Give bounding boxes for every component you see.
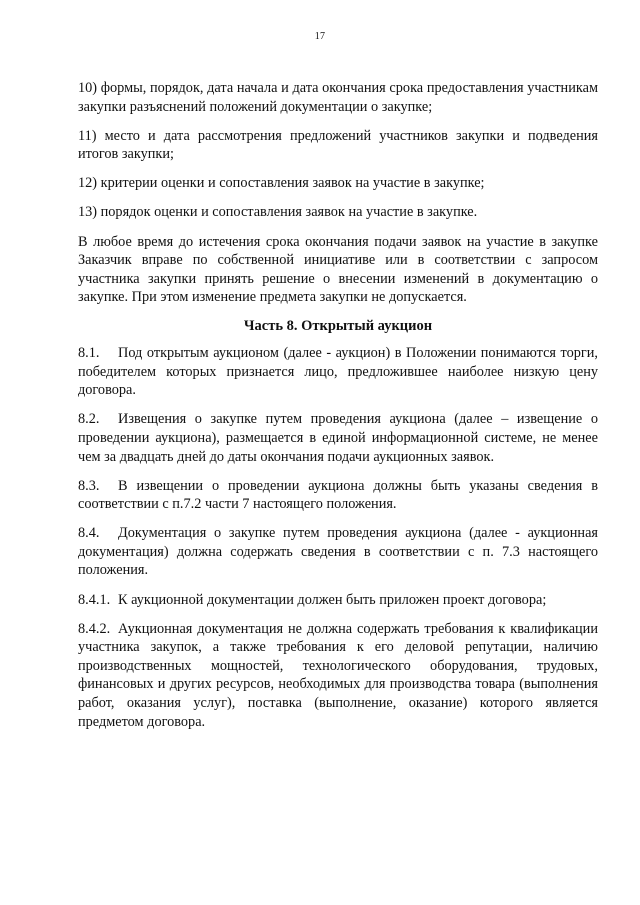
clause [78, 344, 598, 400]
clause [78, 524, 598, 580]
list-item: 11) место и дата рассмотрения предложений участников закупки и подведения итогов закупки; [78, 127, 598, 163]
clause-number: 8.4.2. [78, 620, 111, 637]
list-item: 10) формы, порядок, дата начала и дата окончания срока предоставления участникам закупки разъяснений положений документации о закупке; [78, 80, 598, 115]
clause-text: Документация о закупке путем проведения аукциона (далее - аукционная документация) должна содержать сведения в соответствии с п. 7.3 настоящего положения. [78, 525, 598, 579]
clause-text: Под открытым аукционом (далее - аукцион) в Положении понимаются торги, победителем которых признается лицо, предложившее наиболее низкую цену договора. [78, 345, 598, 399]
clause-text: К аукционной документации должен быть приложен проект договора; [118, 591, 547, 608]
amendment-paragraph: В любое время до истечения срока окончания подачи заявок на участие в закупке Заказчик вправе по собственной инициативе или в соответствии с запросом участника закупки принять решение о внесении изменений в документацию о закупке. При этом изменение предмета закупки не допускается. [78, 233, 598, 306]
clause-number: 8.2. [78, 411, 100, 428]
page-number: 17 [314, 31, 326, 42]
clause [78, 620, 598, 732]
clause-number: 8.4. [78, 525, 100, 542]
clause [78, 477, 598, 514]
clause-text: Извещения о закупке путем проведения аукциона (далее – извещение о проведении аукциона), размещается в единой информационной системе, не менее чем за двадцать дней до даты окончания подачи аукционных заявок. [78, 411, 598, 465]
clause-text: В извещении о проведении аукциона должны быть указаны сведения в соответствии с п.7.2 части 7 настоящего положения. [78, 477, 598, 513]
list-item: 13) порядок оценки и сопоставления заявок на участие в закупке. [78, 204, 478, 221]
list-item: 12) критерии оценки и сопоставления заявок на участие в закупке; [78, 175, 485, 192]
clause-text: Аукционная документация не должна содержать требования к квалификации участника закупок, а также требования к его деловой репутации, наличию производственных мощностей, технологического оборудования, трудовых, финансовых и других ресурсов, необходимых для производства товара (выполнения работ, оказания услуг), поставка (выполнение, оказание) которого является предметом договора. [78, 620, 598, 730]
clause-number: 8.4.1. [78, 591, 111, 608]
section-title: Часть 8. Открытый аукцион [243, 318, 433, 335]
clause-number: 8.1. [78, 345, 100, 362]
clause-number: 8.3. [78, 477, 100, 494]
clause [78, 591, 598, 610]
page-content [78, 79, 598, 742]
clause [78, 410, 598, 466]
